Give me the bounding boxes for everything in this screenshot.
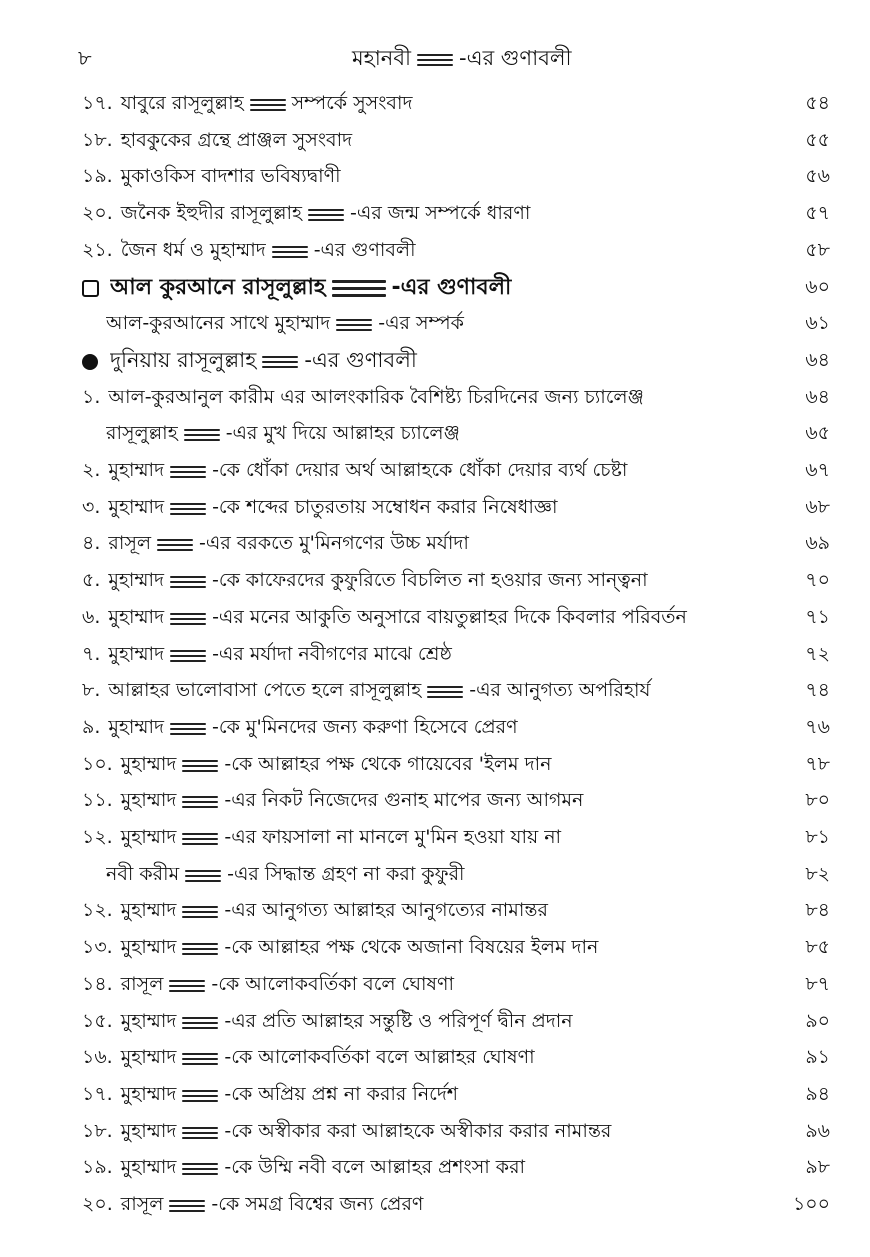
toc-entry-text-before: মুকাওকিস বাদশার ভবিষ্যদ্বাণী bbox=[120, 165, 341, 188]
toc-entry-number: ১. bbox=[82, 385, 101, 408]
toc-entry-page: ৫৫ bbox=[805, 128, 830, 151]
bullet-dot-icon bbox=[82, 354, 98, 370]
toc-entry-title bbox=[106, 308, 770, 342]
toc-entry-text-before: মুহাম্মাদ bbox=[120, 752, 177, 775]
toc-entry-title bbox=[106, 418, 770, 452]
toc-entry-title bbox=[82, 675, 770, 709]
toc-entry-title bbox=[82, 1189, 770, 1223]
toc-entry-page: ৫৬ bbox=[805, 165, 830, 188]
toc-entry bbox=[0, 125, 870, 159]
toc-entry-title bbox=[82, 932, 770, 966]
toc-entry-page: ৭৪ bbox=[805, 679, 830, 702]
toc-entry-page: ৫৭ bbox=[805, 202, 830, 225]
toc-entry-number: ১৪. bbox=[82, 972, 113, 995]
toc-entry-number: ১৮. bbox=[82, 128, 113, 151]
toc-entry-text-after: -এর বরকতে মু'মিনগণের উচ্চ মর্যাদা bbox=[199, 532, 469, 555]
toc-entry-text-before: মুহাম্মাদ bbox=[120, 1082, 177, 1105]
salutation-seal-icon bbox=[178, 1158, 222, 1180]
toc-entry-text-after: -কে অস্বীকার করা আল্লাহকে অস্বীকার করার নামান্তর bbox=[224, 1119, 612, 1142]
toc-entry bbox=[0, 88, 870, 122]
toc-entry bbox=[0, 345, 870, 379]
page-header bbox=[60, 36, 830, 72]
toc-entry bbox=[0, 161, 870, 195]
toc-entry-text-after: -এর গুণাবলী bbox=[313, 238, 416, 261]
toc-entry-number: ১৬. bbox=[82, 1046, 113, 1069]
toc-entry bbox=[0, 272, 870, 306]
toc-entry-title bbox=[82, 1152, 770, 1186]
toc-entry-text-before: নবী করীম bbox=[106, 862, 180, 885]
toc-entry-text-before: মুহাম্মাদ bbox=[108, 495, 165, 518]
salutation-seal-icon bbox=[178, 1122, 222, 1144]
toc-entry bbox=[0, 712, 870, 746]
toc-entry-text-after: -এর মনের আকুতি অনুসারে বায়তুল্লাহর দিকে কিবলার পরিবর্তন bbox=[212, 605, 687, 628]
salutation-seal-icon bbox=[332, 314, 376, 336]
toc-entry bbox=[0, 455, 870, 489]
header-title-after: -এর গুণাবলী bbox=[459, 46, 572, 70]
toc-entry-text-after: -এর সম্পর্ক bbox=[378, 312, 464, 335]
toc-entry-page: ৬৭ bbox=[805, 459, 830, 481]
toc-entry-title bbox=[82, 235, 770, 269]
toc-entry bbox=[0, 1079, 870, 1113]
toc-entry-title bbox=[82, 639, 770, 673]
toc-entry-title bbox=[82, 1042, 770, 1076]
salutation-seal-icon bbox=[178, 1048, 222, 1070]
toc-entry-number: ১৯. bbox=[82, 1156, 113, 1179]
toc-entry-text-before: মুহাম্মাদ bbox=[108, 715, 165, 738]
toc-entry bbox=[0, 198, 870, 232]
toc-entry bbox=[0, 1189, 870, 1223]
salutation-seal-icon bbox=[178, 828, 222, 850]
toc-entry bbox=[0, 308, 870, 342]
toc-entry-text-before: মুহাম্মাদ bbox=[108, 459, 165, 481]
toc-entry-page: ৭৮ bbox=[805, 752, 830, 775]
salutation-seal-icon bbox=[166, 645, 210, 667]
toc-entry-number: ১২. bbox=[82, 826, 113, 848]
toc-entry-text-before: আল-কুরআনের সাথে মুহাম্মাদ bbox=[106, 312, 331, 335]
toc-entry bbox=[0, 895, 870, 929]
toc-entry-number: ২১. bbox=[82, 238, 113, 261]
toc-entry-text-before: মুহাম্মাদ bbox=[120, 826, 177, 848]
toc-entry bbox=[0, 418, 870, 452]
toc-entry-text-after: সম্পর্কে সুসংবাদ bbox=[291, 92, 413, 114]
salutation-seal-icon bbox=[178, 755, 222, 777]
salutation-seal-icon bbox=[166, 571, 210, 593]
toc-entry-text-after: -কে আলোকবর্তিকা বলে আল্লাহর ঘোষণা bbox=[224, 1046, 535, 1069]
toc-entry-text-before: মুহাম্মাদ bbox=[120, 1119, 177, 1142]
toc-entry-text-after: -এর গুণাবলী bbox=[391, 275, 512, 300]
toc-entry-number: ১৭. bbox=[82, 1082, 113, 1105]
toc-entry-text-after: -এর নিকট নিজেদের গুনাহ মাপের জন্য আগমন bbox=[224, 789, 584, 812]
toc-entry-text-after: -এর আনুগত্য আল্লাহর আনুগত্যের নামান্তর bbox=[224, 899, 548, 922]
toc-entry-number: ২০. bbox=[82, 1193, 113, 1215]
toc-entry-text-after: -এর সিদ্ধান্ত গ্রহণ না করা কুফুরী bbox=[227, 862, 465, 885]
toc-entry-number: ১৭. bbox=[82, 92, 113, 114]
toc-entry-number: ১১. bbox=[82, 789, 113, 812]
toc-entry-text-before: মুহাম্মাদ bbox=[120, 1009, 177, 1032]
header-page-number: ৮ bbox=[78, 46, 92, 70]
toc-entry-text-after: -কে উম্মি নবী বলে আল্লাহর প্রশংসা করা bbox=[224, 1156, 526, 1179]
toc-entry-text-before: আল কুরআনে রাসূলুল্লাহ bbox=[110, 275, 326, 300]
toc-entry bbox=[0, 1152, 870, 1186]
toc-entry-page: ৬৮ bbox=[805, 495, 830, 518]
toc-entry-number: ৩. bbox=[82, 495, 101, 518]
toc-entry bbox=[0, 1006, 870, 1040]
toc-entry-text-before: মুহাম্মাদ bbox=[120, 899, 177, 922]
salutation-seal-icon bbox=[258, 351, 302, 373]
toc-entry bbox=[0, 528, 870, 562]
toc-entry-title bbox=[82, 528, 770, 562]
toc-entry-text-after: -কে আলোকবর্তিকা বলে ঘোষণা bbox=[211, 972, 454, 995]
toc-entry-number: ১২. bbox=[82, 899, 113, 922]
toc-entry-number: ১০. bbox=[82, 752, 113, 775]
toc-entry-title bbox=[82, 969, 770, 1003]
salutation-seal-icon bbox=[413, 49, 457, 71]
toc-entry-page: ৮৪ bbox=[805, 899, 830, 922]
salutation-seal-icon bbox=[165, 1195, 209, 1217]
toc-entry-text-before: জনৈক ইহুদীর রাসূলুল্লাহ bbox=[120, 202, 303, 225]
toc-entry-text-before: রাসূল bbox=[120, 972, 164, 995]
toc-entry bbox=[0, 565, 870, 599]
toc-entry-number: ৭. bbox=[82, 642, 101, 665]
salutation-seal-icon bbox=[178, 1085, 222, 1107]
toc-entry-number: ১৩. bbox=[82, 936, 113, 959]
toc-entry-title bbox=[82, 712, 770, 746]
toc-entry-text-before: জৈন ধর্ম ও মুহাম্মাদ bbox=[120, 238, 266, 261]
toc-entry-number: ৬. bbox=[82, 605, 101, 628]
toc-entry bbox=[0, 932, 870, 966]
toc-entry-text-after: -কে শব্দের চাতুরতায় সম্বোধন করার নিষেধাজ্ঞা bbox=[212, 495, 558, 518]
toc-entry-page: ৮১ bbox=[805, 826, 830, 848]
checkbox-square-icon bbox=[82, 280, 99, 297]
toc-entry-text-before: হাবকুকের গ্রন্থে প্রাঞ্জল সুসংবাদ bbox=[120, 128, 353, 151]
toc-entry-page: ৬৫ bbox=[805, 422, 830, 445]
toc-entry-title bbox=[82, 565, 770, 599]
toc-entry bbox=[0, 1116, 870, 1150]
toc-entry-page: ৭২ bbox=[805, 642, 830, 665]
salutation-seal-icon bbox=[246, 94, 290, 116]
toc-entry-text-before: রাসূল bbox=[108, 532, 152, 555]
toc-entry-number: ১৮. bbox=[82, 1119, 113, 1142]
toc-entry-title bbox=[82, 198, 770, 232]
salutation-seal-icon bbox=[165, 975, 209, 997]
salutation-seal-icon bbox=[328, 274, 390, 304]
salutation-seal-icon bbox=[304, 204, 348, 226]
toc-entry-title bbox=[82, 161, 770, 195]
toc-entry-page: ৫৮ bbox=[805, 238, 830, 261]
salutation-seal-icon bbox=[178, 791, 222, 813]
toc-entry-text-after: -কে আল্লাহর পক্ষ থেকে গায়েবের 'ইলম দান bbox=[224, 752, 552, 775]
toc-entry-number: ৯. bbox=[82, 715, 101, 738]
toc-entry-page: ৭০ bbox=[805, 569, 830, 592]
toc-entry-text-after: -এর জন্ম সম্পর্কে ধারণা bbox=[350, 202, 531, 225]
toc-entry-page: ৯৬ bbox=[805, 1119, 830, 1142]
toc-entry bbox=[0, 382, 870, 416]
toc-entry-title bbox=[82, 749, 770, 783]
toc-entry-text-after: -কে অপ্রিয় প্রশ্ন না করার নির্দেশ bbox=[224, 1082, 459, 1105]
toc-entry-text-before: মুহাম্মাদ bbox=[120, 1046, 177, 1069]
toc-entry-title bbox=[82, 1116, 770, 1150]
toc-entry-page: ৮৫ bbox=[805, 936, 830, 959]
toc-entry-page: ৯৪ bbox=[805, 1082, 830, 1105]
toc-entry-title bbox=[82, 492, 770, 526]
toc-entry-text-before: রাসূল bbox=[120, 1193, 164, 1215]
toc-entry-title bbox=[110, 345, 770, 379]
toc-entry-text-before: যাবুরে রাসূলুল্লাহ bbox=[120, 92, 244, 114]
toc-entry-title bbox=[82, 602, 770, 636]
toc-entry bbox=[0, 1042, 870, 1076]
toc-entry-number: ৮. bbox=[82, 679, 101, 702]
toc-entry-title bbox=[82, 455, 770, 489]
salutation-seal-icon bbox=[166, 498, 210, 520]
toc-entry-title bbox=[82, 822, 770, 856]
toc-entry-title bbox=[82, 785, 770, 819]
toc-entry-text-after: -এর মর্যাদা নবীগণের মাঝে শ্রেষ্ঠ bbox=[212, 642, 452, 665]
toc-entry-page: ৫৪ bbox=[805, 92, 830, 114]
toc-entry bbox=[0, 749, 870, 783]
toc-entry-text-after: -কে আল্লাহর পক্ষ থেকে অজানা বিষয়ের ইলম দান bbox=[224, 936, 599, 959]
toc-entry-number: ২০. bbox=[82, 202, 113, 225]
toc-entry-title bbox=[106, 859, 770, 893]
toc-entry-title bbox=[82, 125, 770, 159]
toc-entry-title bbox=[82, 1006, 770, 1040]
toc-entry-page: ৮০ bbox=[805, 789, 830, 812]
toc-entry-text-before: মুহাম্মাদ bbox=[120, 936, 177, 959]
toc-entry-title bbox=[110, 272, 770, 306]
toc-entry-page: ৬৪ bbox=[805, 348, 830, 371]
toc-entry-number: ৪. bbox=[82, 532, 101, 555]
toc-entry-text-before: আল-কুরআনুল কারীম এর আলংকারিক বৈশিষ্ট্য চিরদিনের জন্য চ্যালেঞ্জ bbox=[108, 385, 644, 408]
toc-entry-number: ১৫. bbox=[82, 1009, 113, 1032]
salutation-seal-icon bbox=[423, 681, 467, 703]
toc-entry-text-before: মুহাম্মাদ bbox=[108, 569, 165, 592]
toc-entry-page: ৯০ bbox=[805, 1009, 830, 1032]
toc-entry-text-before: রাসূলুল্লাহ bbox=[106, 422, 178, 445]
toc-entry-title bbox=[82, 382, 770, 416]
toc-entry-number: ২. bbox=[82, 459, 101, 481]
toc-entry-page: ৬০ bbox=[805, 275, 830, 298]
toc-entry-page: ৬৪ bbox=[805, 385, 830, 408]
salutation-seal-icon bbox=[166, 461, 210, 483]
toc-entry-title bbox=[82, 895, 770, 929]
toc-entry bbox=[0, 785, 870, 819]
toc-entry bbox=[0, 822, 870, 856]
salutation-seal-icon bbox=[268, 241, 312, 263]
toc-entry-text-after: -কে সমগ্র বিশ্বের জন্য প্রেরণ bbox=[211, 1193, 424, 1215]
header-title-before: মহানবী bbox=[352, 46, 412, 70]
toc-entry-text-after: -এর মুখ দিয়ে আল্লাহর চ্যালেঞ্জ bbox=[225, 422, 460, 445]
toc-entry bbox=[0, 492, 870, 526]
toc-entry-number: ৫. bbox=[82, 569, 101, 592]
toc-entry-text-after: -এর ফায়সালা না মানলে মু'মিন হওয়া যায় না bbox=[224, 826, 562, 848]
toc-entry-text-before: দুনিয়ায় রাসূলুল্লাহ bbox=[110, 348, 257, 373]
toc-entry-text-after: -এর আনুগত্য অপরিহার্য bbox=[469, 679, 651, 702]
toc-entry-page: ৮৭ bbox=[805, 972, 830, 995]
toc-entry-page: ৯১ bbox=[805, 1046, 830, 1069]
toc-entry-page: ৬১ bbox=[805, 312, 830, 335]
toc-entry-text-after: -কে মু'মিনদের জন্য করুণা হিসেবে প্রেরণ bbox=[212, 715, 518, 738]
toc-entry-page: ৬৯ bbox=[805, 532, 830, 555]
toc-entry-text-before: মুহাম্মাদ bbox=[120, 789, 177, 812]
toc-entry-text-after: -এর গুণাবলী bbox=[304, 348, 417, 373]
salutation-seal-icon bbox=[178, 1012, 222, 1034]
salutation-seal-icon bbox=[178, 901, 222, 923]
toc-entry bbox=[0, 859, 870, 893]
toc-entry-text-before: মুহাম্মাদ bbox=[108, 605, 165, 628]
toc-entry-text-after: -কে ধোঁকা দেয়ার অর্থ আল্লাহকে ধোঁকা দেয়ার ব্যর্থ চেষ্টা bbox=[212, 459, 628, 481]
salutation-seal-icon bbox=[166, 608, 210, 630]
salutation-seal-icon bbox=[166, 718, 210, 740]
toc-entry-page: ৭১ bbox=[805, 605, 830, 628]
toc-entry-page: ১০০ bbox=[792, 1193, 830, 1215]
toc-entry bbox=[0, 639, 870, 673]
salutation-seal-icon bbox=[181, 865, 225, 887]
toc-entry-text-before: আল্লাহর ভালোবাসা পেতে হলে রাসূলুল্লাহ bbox=[108, 679, 422, 702]
toc-entry-page: ৮২ bbox=[805, 862, 830, 885]
toc-entry bbox=[0, 602, 870, 636]
toc-entry-page: ৯৮ bbox=[805, 1156, 830, 1179]
salutation-seal-icon bbox=[153, 534, 197, 556]
toc-entry-page: ৭৬ bbox=[805, 715, 830, 738]
toc-entry-text-after: -এর প্রতি আল্লাহর সন্তুষ্টি ও পরিপূর্ণ দ্বীন প্রদান bbox=[224, 1009, 573, 1032]
toc-entry-text-after: -কে কাফেরদের কুফুরিতে বিচলিত না হওয়ার জন্য সান্ত্বনা bbox=[212, 569, 648, 592]
salutation-seal-icon bbox=[178, 938, 222, 960]
salutation-seal-icon bbox=[180, 424, 224, 446]
toc-entry-title bbox=[82, 88, 770, 122]
toc-entry bbox=[0, 675, 870, 709]
toc-entry bbox=[0, 235, 870, 269]
toc-entry-number: ১৯. bbox=[82, 165, 113, 188]
header-title bbox=[352, 42, 572, 77]
toc-entry-text-before: মুহাম্মাদ bbox=[108, 642, 165, 665]
toc-entry bbox=[0, 969, 870, 1003]
toc-entry-title bbox=[82, 1079, 770, 1113]
toc-entry-text-before: মুহাম্মাদ bbox=[120, 1156, 177, 1179]
